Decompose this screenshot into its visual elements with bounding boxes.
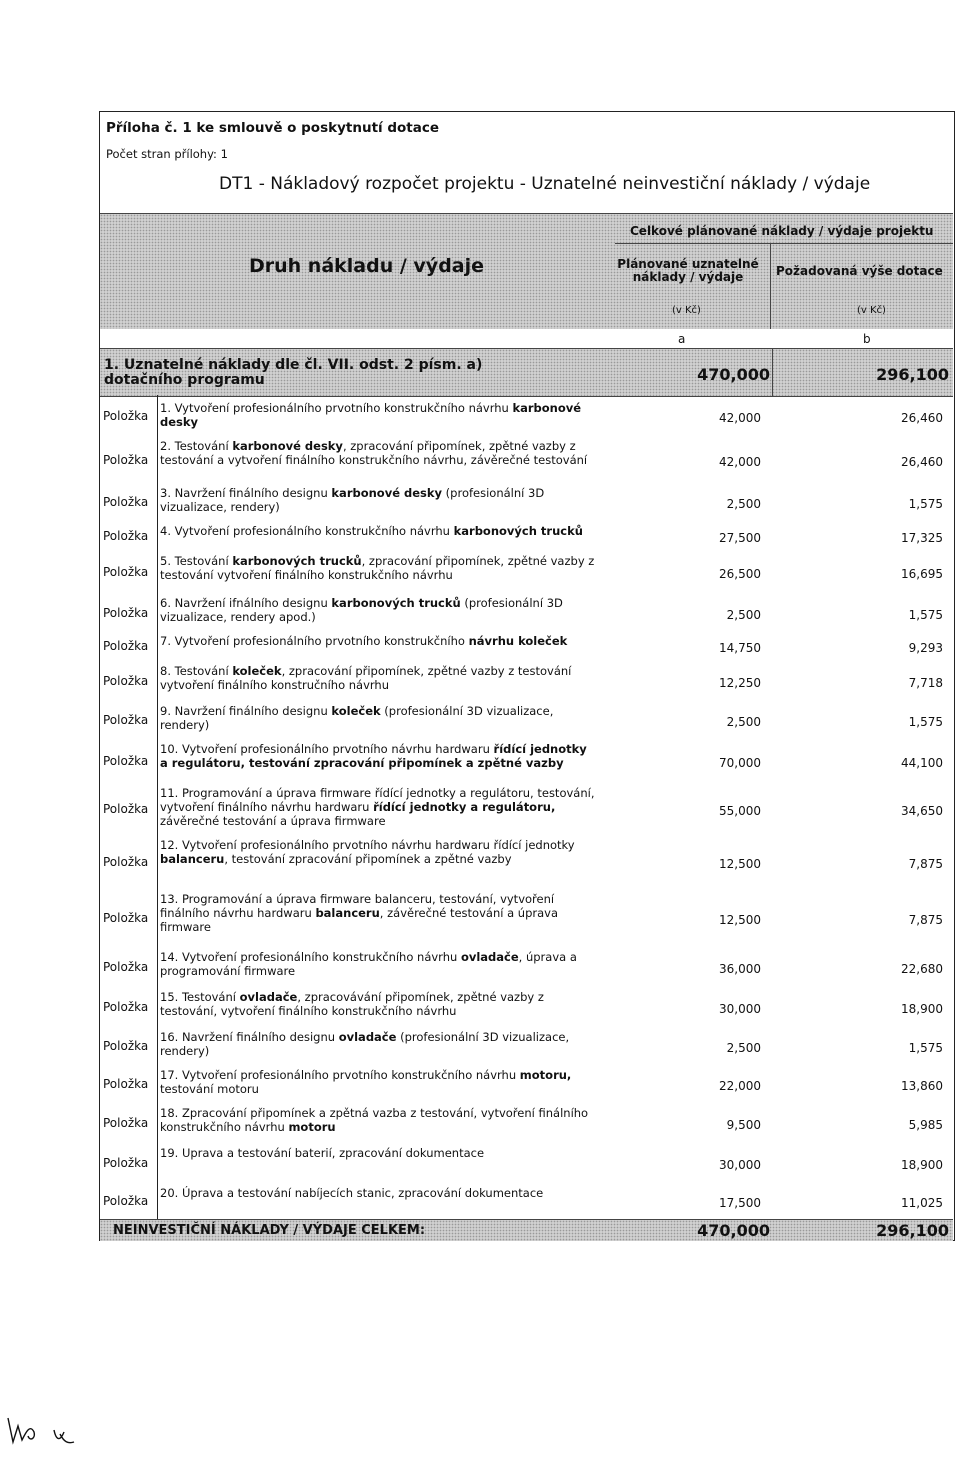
- table-row: [100, 522, 953, 549]
- row-label: Položka: [103, 1116, 149, 1130]
- row-value-b: 18,900: [901, 1002, 943, 1016]
- row-label: Položka: [103, 409, 149, 423]
- row-description: 12. Vytvoření profesionálního prvotního návrhu hardwaru řídící jednotky balanceru, testování zpracování připomínek a zpětné vazby: [160, 838, 575, 866]
- row-value-a: 9,500: [726, 1118, 761, 1132]
- row-label: Položka: [103, 1039, 149, 1053]
- row-value-a: 17,500: [719, 1196, 761, 1210]
- unit-label-a: (v Kč): [672, 305, 701, 316]
- row-value-b: 13,860: [901, 1079, 943, 1093]
- row-value-a: 2,500: [726, 715, 761, 729]
- row-value-b: 34,650: [901, 804, 943, 818]
- page-count: Počet stran přílohy: 1: [106, 147, 228, 161]
- row-description: 17. Vytvoření profesionálního prvotního konstrukčního návrhu motoru, testování motoru: [160, 1068, 572, 1096]
- column-group-heading: Celkové plánované náklady / výdaje projektu: [630, 224, 934, 238]
- row-description: 5. Testování karbonových trucků, zpracování připomínek, zpětné vazby z testování vytvoření finálního konstrukčního návrhu: [160, 554, 595, 582]
- row-value-b: 1,575: [908, 1041, 943, 1055]
- row-label: Položka: [103, 639, 149, 653]
- row-value-a: 14,750: [719, 641, 761, 655]
- row-description: 1. Vytvoření profesionálního prvotního konstrukčního návrhu karbonové desky: [160, 401, 582, 429]
- row-value-b: 44,100: [901, 756, 943, 770]
- row-description: 6. Navržení ifnálního designu karbonových trucků (profesionální 3D vizualizace, rendery apod.): [160, 596, 563, 624]
- column-header-band: [100, 213, 953, 329]
- table-row: [100, 552, 953, 592]
- row-label: Položka: [103, 754, 149, 768]
- row-description: 3. Navržení finálního designu karbonové desky (profesionální 3D vizualizace, rendery): [160, 486, 545, 514]
- row-label: Položka: [103, 713, 149, 727]
- total-value-a: 470,000: [697, 1221, 770, 1240]
- row-value-a: 12,500: [719, 913, 761, 927]
- row-description: 7. Vytvoření profesionálního prvotního konstrukčního návrhu koleček: [160, 634, 568, 648]
- row-label: Položka: [103, 606, 149, 620]
- row-label: Položka: [103, 495, 149, 509]
- row-description: 4. Vytvoření profesionálního konstrukčního návrhu karbonových trucků: [160, 524, 583, 538]
- section-value-b: 296,100: [876, 365, 949, 384]
- table-row: [100, 437, 953, 482]
- row-value-b: 16,695: [901, 567, 943, 581]
- row-value-a: 70,000: [719, 756, 761, 770]
- row-value-b: 1,575: [908, 608, 943, 622]
- row-description: 15. Testování ovladače, zpracovávání připomínek, zpětné vazby z testování, vytvoření finálního konstrukčního návrhu: [160, 990, 544, 1018]
- column-planned-heading: Plánované uznatelné náklady / výdaje: [617, 257, 759, 284]
- section-divider: [772, 349, 773, 396]
- table-row: [100, 702, 953, 738]
- row-label: Položka: [103, 1000, 149, 1014]
- row-value-b: 11,025: [901, 1196, 943, 1210]
- table-row: [100, 740, 953, 782]
- row-value-b: 7,875: [908, 857, 943, 871]
- document-title: DT1 - Nákladový rozpočet projektu - Uznatelné neinvestiční náklady / výdaje: [219, 174, 871, 194]
- table-row: [100, 836, 953, 888]
- table-row: [100, 988, 953, 1026]
- row-label: Položka: [103, 960, 149, 974]
- row-description: 14. Vytvoření profesionálního konstrukčního návrhu ovladače, úprava a programování firmware: [160, 950, 577, 978]
- row-value-b: 26,460: [901, 455, 943, 469]
- row-value-b: 17,325: [901, 531, 943, 545]
- row-value-a: 36,000: [719, 962, 761, 976]
- row-value-b: 26,460: [901, 411, 943, 425]
- total-label: NEINVESTIČNÍ NÁKLADY / VÝDAJE CELKEM:: [113, 1223, 426, 1238]
- table-row: [100, 399, 953, 433]
- table-row: [100, 594, 953, 632]
- table-row: [100, 1028, 953, 1064]
- row-description: 9. Navržení finálního designu koleček (profesionální 3D vizualizace, rendery): [160, 704, 554, 732]
- total-value-b: 296,100: [876, 1221, 949, 1240]
- column-letter-b: b: [863, 332, 871, 346]
- row-value-b: 1,575: [908, 497, 943, 511]
- row-value-b: 7,718: [908, 676, 943, 690]
- row-description: 10. Vytvoření profesionálního prvotního návrhu hardwaru řídící jednotky a regulátoru, testování zpracování připomínek a zpětné vazby: [160, 742, 587, 770]
- row-value-a: 42,000: [719, 411, 761, 425]
- row-label: Položka: [103, 674, 149, 688]
- row-value-b: 9,293: [908, 641, 943, 655]
- row-value-a: 27,500: [719, 531, 761, 545]
- column-letter-a: a: [678, 332, 686, 346]
- row-value-a: 26,500: [719, 567, 761, 581]
- row-value-b: 1,575: [908, 715, 943, 729]
- row-label: Položka: [103, 565, 149, 579]
- table-row: [100, 1066, 953, 1102]
- row-description: 2. Testování karbonové desky, zpracování připomínek, zpětné vazby z testování a vytvoření finálního konstrukčního návrhu, závěrečné testování: [160, 439, 588, 467]
- table-row: [100, 1184, 953, 1218]
- row-value-a: 55,000: [719, 804, 761, 818]
- row-value-a: 12,250: [719, 676, 761, 690]
- row-value-a: 30,000: [719, 1002, 761, 1016]
- row-description: 18. Zpracování připomínek a zpětná vazba z testování, vytvoření finálního konstrukčního návrhu motoru: [160, 1106, 589, 1134]
- row-label: Položka: [103, 1077, 149, 1091]
- header-divider: [615, 243, 953, 244]
- total-row: [100, 1219, 953, 1241]
- section-title: 1. Uznatelné náklady dle čl. VII. odst. 2 písm. a) dotačního programu: [104, 357, 483, 388]
- row-label: Položka: [103, 1194, 149, 1208]
- row-label: Položka: [103, 1156, 149, 1170]
- table-row: [100, 784, 953, 834]
- table-row: [100, 890, 953, 946]
- table-row: [100, 1104, 953, 1142]
- row-description: 20. Úprava a testování nabíjecích stanic, zpracování dokumentace: [160, 1186, 544, 1200]
- handwritten-initials: [4, 1412, 114, 1452]
- row-label: Položka: [103, 802, 149, 816]
- section-value-a: 470,000: [697, 365, 770, 384]
- row-value-a: 22,000: [719, 1079, 761, 1093]
- attachment-title: Příloha č. 1 ke smlouvě o poskytnutí dotace: [106, 120, 440, 136]
- document-header: [100, 112, 953, 213]
- row-value-b: 5,985: [908, 1118, 943, 1132]
- unit-label-b: (v Kč): [857, 305, 886, 316]
- row-label: Položka: [103, 529, 149, 543]
- table-row: [100, 484, 953, 520]
- row-value-b: 7,875: [908, 913, 943, 927]
- table-row: [100, 662, 953, 700]
- row-description: 11. Programování a úprava firmware řídící jednotky a regulátoru, testování, vytvoření finálního návrhu hardwaru řídící jednotky a regulátoru, závěrečné testování a úprava firmware: [160, 786, 595, 828]
- row-description: 8. Testování koleček, zpracování připomínek, zpětné vazby z testování vytvoření finálního konstručního návrhu: [160, 664, 572, 692]
- column-divider: [770, 243, 771, 329]
- column-type-heading: Druh nákladu / výdaje: [249, 255, 485, 277]
- row-value-a: 2,500: [726, 497, 761, 511]
- row-label: Položka: [103, 453, 149, 467]
- row-value-b: 22,680: [901, 962, 943, 976]
- row-value-a: 2,500: [726, 1041, 761, 1055]
- table-row: [100, 1144, 953, 1182]
- table-row: [100, 632, 953, 660]
- column-requested-heading: Požadovaná výše dotace: [776, 264, 943, 278]
- row-value-a: 12,500: [719, 857, 761, 871]
- section-row: [100, 348, 953, 397]
- row-description: 13. Programování a úprava firmware balanceru, testování, vytvoření finálního návrhu hardwaru balanceru, závěrečné testování a úprava firmware: [160, 892, 558, 934]
- table-row: [100, 948, 953, 986]
- budget-sheet: [99, 111, 955, 1241]
- row-label: Položka: [103, 855, 149, 869]
- row-value-b: 18,900: [901, 1158, 943, 1172]
- row-label: Položka: [103, 911, 149, 925]
- row-value-a: 30,000: [719, 1158, 761, 1172]
- row-description: 19. Uprava a testování baterií, zpracování dokumentace: [160, 1146, 485, 1160]
- row-value-a: 2,500: [726, 608, 761, 622]
- row-value-a: 42,000: [719, 455, 761, 469]
- row-description: 16. Navržení finálního designu ovladače (profesionální 3D vizualizace, rendery): [160, 1030, 570, 1058]
